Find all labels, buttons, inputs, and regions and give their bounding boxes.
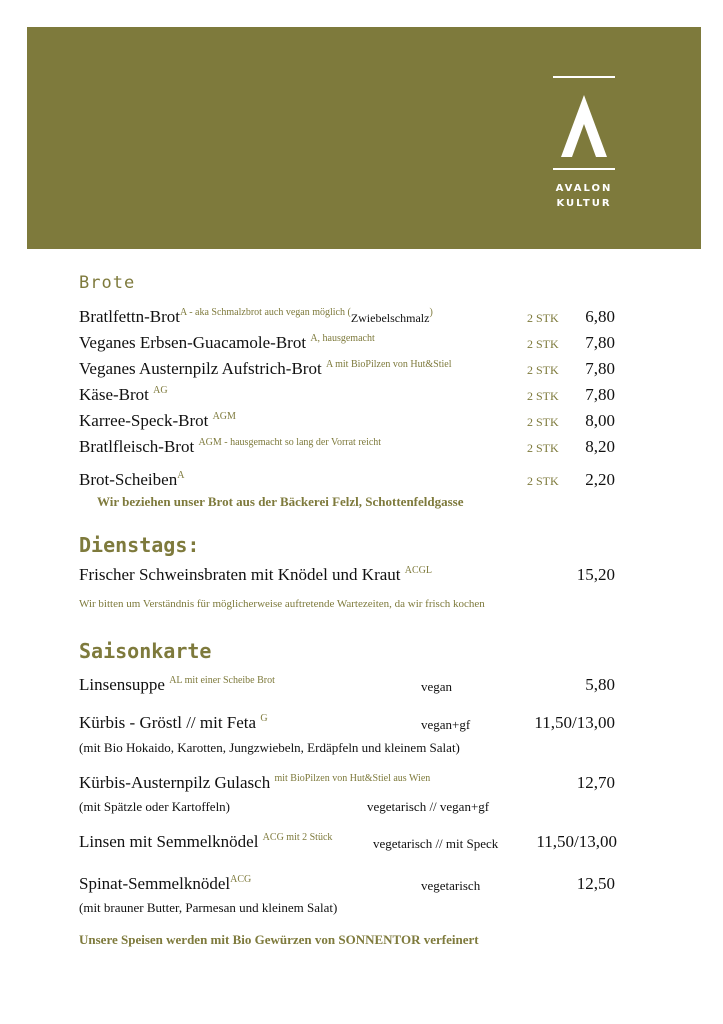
menu-item-name <box>79 385 168 405</box>
price: 8,20 <box>585 437 615 456</box>
menu-item-name <box>79 773 430 793</box>
item-name: Kürbis-Austernpilz Gulasch <box>79 773 271 792</box>
menu-item-name <box>79 411 236 431</box>
item-name: Käse-Brot <box>79 385 149 404</box>
quantity: 2 STK <box>527 311 559 325</box>
price: 6,80 <box>585 307 615 326</box>
item-description: (mit Spätzle oder Kartoffeln) <box>79 799 231 814</box>
item-name: Brot-Scheiben <box>79 470 178 489</box>
price: 11,50/13,00 <box>534 713 615 732</box>
allergen-note: ACG mit 2 Stück <box>262 832 333 843</box>
price: 2,20 <box>585 470 615 489</box>
menu-item-name <box>79 470 184 490</box>
section-title-brote: Brote <box>79 273 136 293</box>
menu-item-name <box>79 832 332 852</box>
quantity: 2 STK <box>527 415 559 429</box>
menu-item-name <box>79 713 268 733</box>
price: 7,80 <box>585 333 615 352</box>
quantity: 2 STK <box>527 474 559 488</box>
quantity: 2 STK <box>527 363 559 377</box>
allergen-note-end: ) <box>429 307 433 318</box>
menu-item-name <box>79 437 381 457</box>
price: 12,70 <box>576 773 615 792</box>
allergen-note: A - aka Schmalzbrot auch vegan möglich ( <box>180 307 351 318</box>
menu-item-name <box>79 874 251 894</box>
diet-label: vegetarisch // vegan+gf <box>367 799 490 814</box>
allergen-note: G <box>260 713 268 724</box>
allergen-note: A <box>177 470 185 481</box>
item-description: (mit brauner Butter, Parmesan und kleinem Salat) <box>79 900 338 915</box>
allergen-note: AL mit einer Scheibe Brot <box>169 675 275 686</box>
allergen-note: A, hausgemacht <box>310 333 375 344</box>
menu-item-name <box>79 565 432 585</box>
allergen-note: ACGL <box>404 565 432 576</box>
section-title-dienstags: Dienstags: <box>79 533 200 557</box>
allergen-note: A mit BioPilzen von Hut&Stiel <box>325 359 452 370</box>
allergen-note: AG <box>153 385 168 396</box>
item-name: Bratlfleisch-Brot <box>79 437 195 456</box>
item-name: Veganes Austernpilz Aufstrich-Brot <box>79 359 322 378</box>
item-name: Spinat-Semmelknödel <box>79 874 231 893</box>
brand-line-2: KULTUR <box>556 198 612 209</box>
menu-item-name <box>79 675 275 695</box>
header-banner <box>27 27 701 249</box>
item-name: Linsensuppe <box>79 675 165 694</box>
diet-label: vegetarisch // mit Speck <box>373 836 499 851</box>
item-name: Bratlfettn-Brot <box>79 307 181 326</box>
price: 5,80 <box>585 675 615 694</box>
allergen-note: AGM - hausgemacht so lang der Vorrat reicht <box>198 437 382 448</box>
price: 12,50 <box>576 874 615 893</box>
quantity: 2 STK <box>527 389 559 403</box>
price: 8,00 <box>585 411 615 430</box>
item-description: (mit Bio Hokaido, Karotten, Jungzwiebeln, Erdäpfeln und kleinem Salat) <box>79 740 460 755</box>
menu-item-name <box>79 307 433 327</box>
price: 11,50/13,00 <box>536 832 617 851</box>
menu-item-name <box>79 333 375 353</box>
diet-label: vegan <box>421 679 453 694</box>
price: 7,80 <box>585 359 615 378</box>
diet-label: vegetarisch <box>421 878 481 893</box>
item-name: Karree-Speck-Brot <box>79 411 209 430</box>
menu-item-name <box>79 359 452 379</box>
allergen-note: mit BioPilzen von Hut&Stiel aus Wien <box>274 773 431 784</box>
item-paren: Zwiebelschmalz <box>350 311 430 325</box>
allergen-note: AGM <box>212 411 236 422</box>
waiting-note: Wir bitten um Verständnis für möglicherweise auftretende Wartezeiten, da wir frisch kochen <box>79 598 485 610</box>
letter-a-logo-icon <box>27 27 701 249</box>
spice-note: Unsere Speisen werden mit Bio Gewürzen von SONNENTOR verfeinert <box>79 932 479 947</box>
diet-label: vegan+gf <box>421 717 471 732</box>
item-name: Kürbis - Gröstl // mit Feta <box>79 713 257 732</box>
price: 7,80 <box>585 385 615 404</box>
brand-line-1: AVALON <box>555 183 613 194</box>
quantity: 2 STK <box>527 337 559 351</box>
item-name: Frischer Schweinsbraten <box>79 565 247 584</box>
quantity: 2 STK <box>527 441 559 455</box>
section-title-saisonkarte: Saisonkarte <box>79 639 212 663</box>
allergen-note: ACG <box>230 874 252 885</box>
price: 15,20 <box>576 565 615 584</box>
bakery-note: Wir beziehen unser Brot aus der Bäckerei Felzl, Schottenfeldgasse <box>97 494 464 509</box>
item-name: Veganes Erbsen-Guacamole-Brot <box>79 333 307 352</box>
item-name: Linsen mit Semmelknödel <box>79 832 259 851</box>
item-name-rest: mit Knödel und Kraut <box>246 565 401 584</box>
